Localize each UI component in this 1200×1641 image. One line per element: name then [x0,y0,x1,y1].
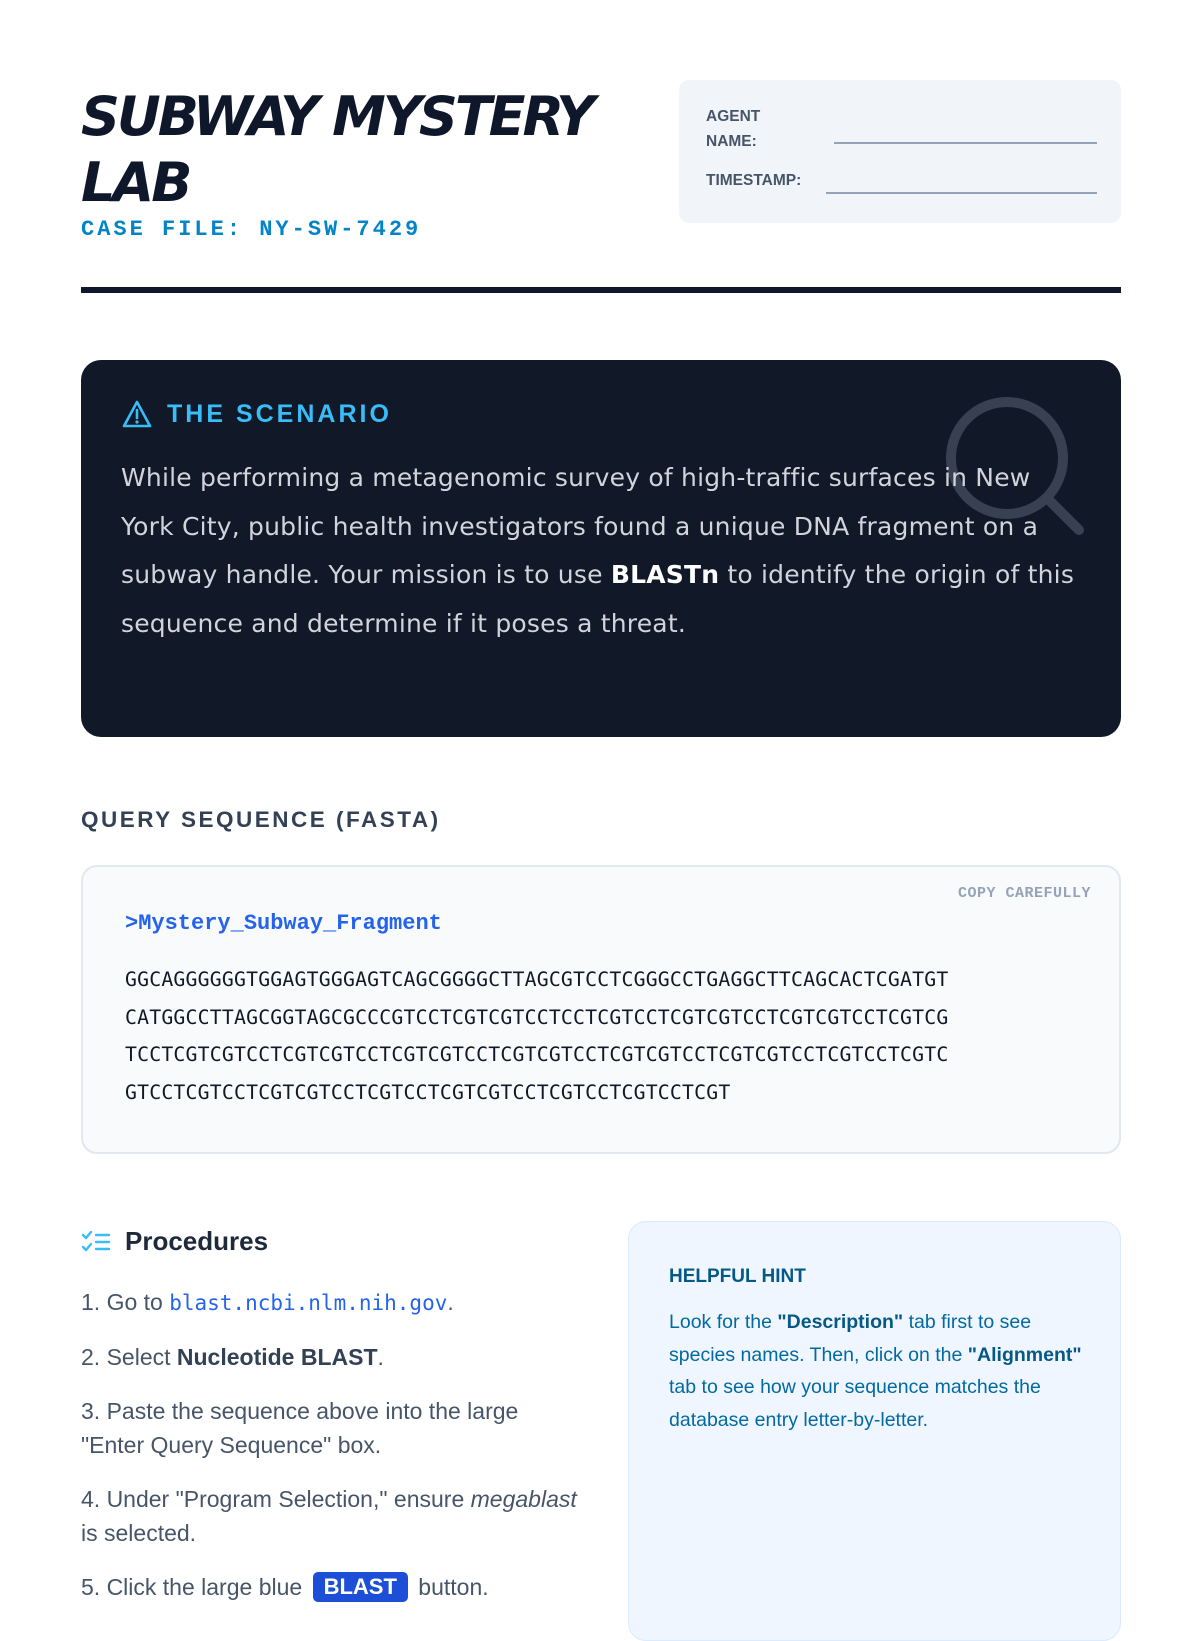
sequence-line: GGCAGGGGGGTGGAGTGGGAGTCAGCGGGGCTTAGCGTCCTCGGGCCTGAGGCTTCAGCACTCGATGT [125,968,949,991]
copy-note: COPY CAREFULLY [957,885,1091,902]
procedure-steps [81,1285,581,1624]
step-1: 1. Go to blast.ncbi.nlm.nih.gov. [81,1289,454,1315]
timestamp-field[interactable] [826,192,1097,194]
page-title: SUBWAY MYSTERY LAB [81,85,593,214]
agent-name-label: AGENT NAME: [706,108,761,150]
checklist-icon [81,1229,111,1255]
step-4: 4. Under "Program Selection," ensure megablast is selected. [81,1486,577,1546]
agent-name-field[interactable] [834,142,1097,144]
fasta-header: >Mystery_Subway_Fragment [125,911,442,936]
procedures-header [81,1226,268,1257]
case-file-id: CASE FILE: NY-SW-7429 [81,217,422,242]
timestamp-label: TIMESTAMP: [706,172,802,189]
query-sequence-label: QUERY SEQUENCE (FASTA) [81,807,441,832]
blastn-emphasis: BLASTn [610,560,720,589]
blast-link[interactable]: blast.ncbi.nlm.nih.gov [169,1291,448,1315]
sequence-line: GTCCTCGTCCTCGTCGTCCTCGTCCTCGTCGTCCTCGTCCTCGTCCTCGT [125,1081,731,1105]
warning-icon [121,399,153,429]
sequence-lines [125,961,948,1112]
hint-text: Look for the "Description" tab first to see species names. Then, click on the "Alignment" tab to see how your sequence matches the database entry letter-by-letter. [669,1311,1082,1431]
step-2: 2. Select Nucleotide BLAST. [81,1344,384,1370]
header-divider [81,287,1121,293]
procedures-title: Procedures [125,1226,269,1256]
scenario-panel [81,360,1121,737]
scenario-title: THE SCENARIO [167,399,392,428]
scenario-text: While performing a metagenomic survey of high-traffic surfaces in New York City, public health investigators found a unique DNA fragment on a subway handle. Your mission is to use BLASTn to identify the origin of this sequence and determine if it poses a threat. [121,463,1075,638]
sequence-line: CATGGCCTTAGCGGTAGCGCCCGTCCTCGTCGTCCTCCTCGTCCTCGTCGTCCTCGTCGTCCTCGTCG [125,1005,949,1029]
hint-panel [628,1221,1121,1641]
hint-title: HELPFUL HINT [669,1266,806,1287]
step-5: 5. Click the large blue BLAST button. [81,1574,489,1600]
page-header [81,80,1121,293]
sequence-line: TCCTCGTCGTCCTCGTCGTCCTCGTCGTCCTCGTCGTCCTCGTCGTCCTCGTCGTCCTCGTCCTCGTC [125,1043,949,1067]
sequence-box[interactable] [81,865,1121,1154]
agent-info-box [679,80,1121,223]
blast-button: BLAST [313,1572,408,1602]
step-3: 3. Paste the sequence above into the large "Enter Query Sequence" box. [81,1398,519,1458]
